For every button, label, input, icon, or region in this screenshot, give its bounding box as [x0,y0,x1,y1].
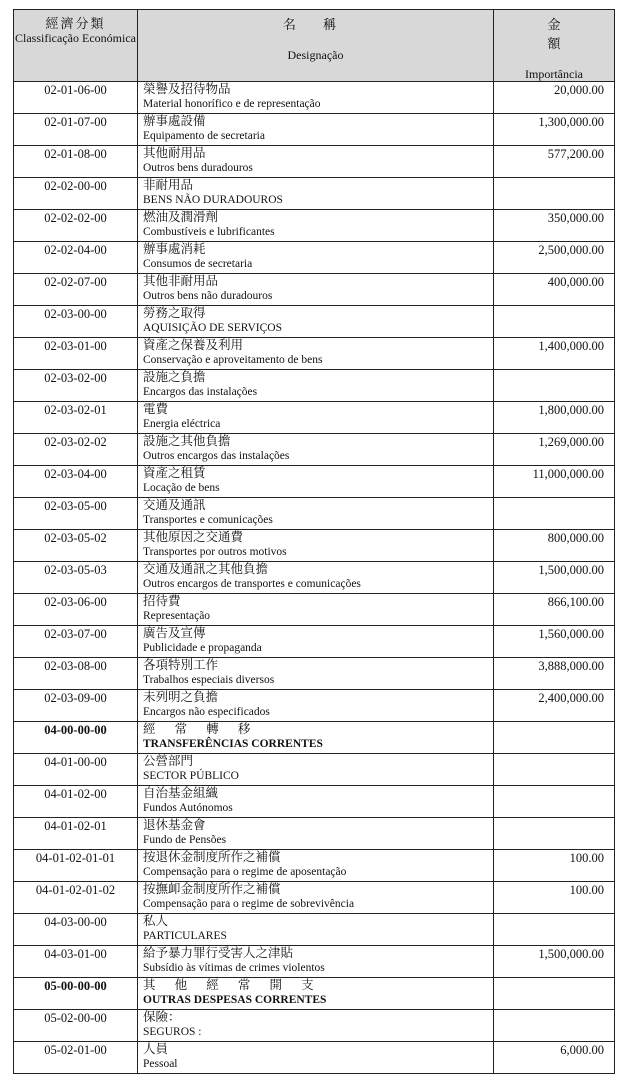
row-amount [494,306,615,338]
table-row [14,882,615,914]
row-amount [494,786,615,818]
row-amount: 1,500,000.00 [494,946,615,978]
row-designation [138,370,494,402]
row-designation [138,466,494,498]
table-row [14,498,615,530]
table-row [14,626,615,658]
row-designation-zh: 其他非耐用品 [143,274,219,288]
table-row [14,914,615,946]
row-code: 02-03-05-03 [14,562,138,594]
row-designation-zh: 辦事處設備 [143,114,206,128]
row-code: 02-02-07-00 [14,274,138,306]
row-code: 02-03-02-00 [14,370,138,402]
row-amount [494,914,615,946]
row-code: 02-01-08-00 [14,146,138,178]
row-code: 02-03-02-02 [14,434,138,466]
row-designation-pt: SEGUROS : [143,1026,202,1038]
row-designation-pt: Locação de bens [143,482,220,494]
row-code: 05-02-01-00 [14,1042,138,1074]
row-designation [138,306,494,338]
row-amount [494,722,615,754]
row-designation-pt: OUTRAS DESPESAS CORRENTES [143,994,327,1006]
row-designation-pt: Representação [143,610,211,622]
row-designation [138,882,494,914]
row-amount: 1,500,000.00 [494,562,615,594]
row-amount: 866,100.00 [494,594,615,626]
row-designation-pt: Transportes e comunicações [143,514,273,526]
row-amount [494,978,615,1010]
row-designation [138,562,494,594]
table-row [14,242,615,274]
table-row [14,338,615,370]
row-designation-zh: 資產之租賃 [143,466,206,480]
row-amount: 1,300,000.00 [494,114,615,146]
table-row [14,82,615,114]
row-designation-pt: Subsídio às vítimas de crimes violentos [143,962,325,974]
row-designation [138,1042,494,1074]
row-designation-pt: TRANSFERÊNCIAS CORRENTES [143,738,323,750]
row-amount: 20,000.00 [494,82,615,114]
row-designation-zh: 電費 [143,402,169,416]
table-row [14,210,615,242]
row-code: 02-03-08-00 [14,658,138,690]
header-amount-zh: 金 額 [547,17,591,51]
table-row [14,178,615,210]
row-designation-zh: 公營部門 [143,754,194,768]
table-row [14,530,615,562]
table-body [14,82,615,1074]
row-code: 02-03-09-00 [14,690,138,722]
row-designation-pt: Encargos não especificados [143,706,270,718]
table-row [14,722,615,754]
row-designation [138,242,494,274]
row-designation-zh: 廣告及宣傳 [143,626,206,640]
table-row [14,274,615,306]
table-row [14,946,615,978]
row-designation-zh: 非耐用品 [143,178,194,192]
row-designation-pt: Combustíveis e lubrificantes [143,226,275,238]
row-designation-zh: 交通及通訊 [143,498,206,512]
row-amount: 11,000,000.00 [494,466,615,498]
row-designation [138,114,494,146]
row-designation-pt: Consumos de secretaria [143,258,253,270]
row-code: 05-02-00-00 [14,1010,138,1042]
row-amount: 100.00 [494,850,615,882]
row-designation-pt: Fundos Autónomos [143,802,233,814]
row-designation [138,530,494,562]
row-designation [138,690,494,722]
row-code: 02-03-07-00 [14,626,138,658]
row-designation-pt: Energia eléctrica [143,418,221,430]
table-row [14,370,615,402]
row-designation-zh: 私人 [143,914,169,928]
row-code: 02-01-07-00 [14,114,138,146]
table-row [14,466,615,498]
table-row [14,306,615,338]
table-row [14,434,615,466]
row-designation-zh: 退休基金會 [143,818,206,832]
row-amount: 3,888,000.00 [494,658,615,690]
header-classification [14,10,138,82]
row-designation-pt: Publicidade e propaganda [143,642,262,654]
row-designation-zh: 招待費 [143,594,181,608]
table-header-row [14,10,615,82]
row-amount: 577,200.00 [494,146,615,178]
row-designation-zh: 辦事處消耗 [143,242,206,256]
row-designation [138,338,494,370]
table-row [14,786,615,818]
row-designation-pt: Trabalhos especiais diversos [143,674,275,686]
header-classification-zh: 經濟分類 [45,16,106,31]
row-designation-pt: Outros bens não duradouros [143,290,273,302]
row-amount [494,370,615,402]
table-row [14,562,615,594]
table-row [14,754,615,786]
row-amount: 2,500,000.00 [494,242,615,274]
row-amount: 100.00 [494,882,615,914]
header-designation [138,10,494,82]
row-designation [138,722,494,754]
table-row [14,146,615,178]
row-amount [494,178,615,210]
row-designation-zh: 設施之負擔 [143,370,206,384]
row-designation [138,82,494,114]
row-code: 02-03-05-00 [14,498,138,530]
row-code: 04-01-02-01-01 [14,850,138,882]
table-row [14,114,615,146]
row-designation-pt: AQUISIÇÃO DE SERVIÇOS [143,322,283,334]
row-amount [494,754,615,786]
row-designation-zh: 未列明之負擔 [143,690,219,704]
table-row [14,1010,615,1042]
row-designation-pt: Compensação para o regime de aposentação [143,866,347,878]
row-code: 04-00-00-00 [14,722,138,754]
row-code: 02-03-01-00 [14,338,138,370]
row-code: 02-03-04-00 [14,466,138,498]
row-designation-pt: Outros encargos das instalações [143,450,290,462]
row-amount: 350,000.00 [494,210,615,242]
row-code: 02-03-06-00 [14,594,138,626]
row-amount: 1,560,000.00 [494,626,615,658]
row-designation-zh: 其 他 經 常 開 支 [143,978,322,992]
row-designation [138,498,494,530]
row-designation [138,946,494,978]
table-row [14,818,615,850]
row-code: 02-03-05-02 [14,530,138,562]
row-designation-zh: 交通及通訊之其他負擔 [143,562,269,576]
row-designation-pt: Equipamento de secretaria [143,130,265,142]
row-amount: 6,000.00 [494,1042,615,1074]
budget-table-sheet [13,9,614,1074]
row-designation [138,754,494,786]
row-designation [138,818,494,850]
row-designation-zh: 按退休金制度所作之補償 [143,850,281,864]
row-designation-zh: 其他原因之交通費 [143,530,244,544]
row-designation-pt: Fundo de Pensões [143,834,227,846]
row-designation-zh: 按撫卹金制度所作之補償 [143,882,281,896]
row-code: 04-03-00-00 [14,914,138,946]
header-amount-pt: Importância [525,67,583,81]
row-designation [138,786,494,818]
table-row [14,1042,615,1074]
row-amount: 1,400,000.00 [494,338,615,370]
row-code: 02-03-00-00 [14,306,138,338]
row-code: 04-01-02-00 [14,786,138,818]
row-designation-zh: 人員 [143,1042,169,1056]
row-designation-zh: 燃油及潤滑劑 [143,210,219,224]
row-designation-zh: 經 常 轉 移 [143,722,259,736]
row-designation-pt: PARTICULARES [143,930,227,942]
row-designation-pt: Conservação e aproveitamento de bens [143,354,323,366]
row-designation-zh: 勞務之取得 [143,306,206,320]
header-designation-pt: Designação [287,48,344,62]
row-designation [138,626,494,658]
row-designation-zh: 設施之其他負擔 [143,434,231,448]
row-designation [138,1010,494,1042]
row-designation-pt: Material honorífico e de representação [143,98,321,110]
table-row [14,402,615,434]
row-designation-zh: 給予暴力罪行受害人之津貼 [143,946,294,960]
row-designation-pt: Pessoal [143,1058,178,1070]
row-designation [138,594,494,626]
row-designation-zh: 自治基金組織 [143,786,219,800]
row-designation-pt: SECTOR PÚBLICO [143,770,239,782]
row-designation-zh: 資產之保養及利用 [143,338,244,352]
row-designation [138,978,494,1010]
row-designation-pt: Encargos das instalações [143,386,258,398]
row-designation-zh: 各項特別工作 [143,658,219,672]
row-code: 02-02-02-00 [14,210,138,242]
header-designation-zh: 名 稱 [282,17,349,32]
row-designation [138,146,494,178]
table-row [14,690,615,722]
header-classification-pt: Classificação Económica [15,31,136,45]
row-designation [138,434,494,466]
row-amount [494,818,615,850]
row-amount: 1,269,000.00 [494,434,615,466]
row-designation-zh: 保險： [143,1010,181,1024]
row-designation [138,274,494,306]
row-designation [138,210,494,242]
row-code: 02-02-04-00 [14,242,138,274]
row-code: 02-02-00-00 [14,178,138,210]
row-designation-zh: 榮譽及招待物品 [143,82,231,96]
row-code: 04-01-00-00 [14,754,138,786]
row-code: 04-01-02-01-02 [14,882,138,914]
row-designation-pt: Compensação para o regime de sobrevivência [143,898,355,910]
row-designation [138,658,494,690]
row-code: 04-01-02-01 [14,818,138,850]
header-amount [494,10,615,82]
row-designation [138,850,494,882]
row-code: 02-01-06-00 [14,82,138,114]
row-designation-pt: Transportes por outros motivos [143,546,287,558]
row-amount [494,1010,615,1042]
row-designation-zh: 其他耐用品 [143,146,206,160]
row-designation [138,914,494,946]
row-designation-pt: BENS NÃO DURADOUROS [143,194,283,206]
table-row [14,978,615,1010]
row-code: 05-00-00-00 [14,978,138,1010]
row-designation-pt: Outros bens duradouros [143,162,253,174]
row-designation-pt: Outros encargos de transportes e comunicações [143,578,361,590]
table-row [14,850,615,882]
table-row [14,658,615,690]
row-designation [138,402,494,434]
row-designation [138,178,494,210]
budget-table [13,9,615,1074]
row-code: 04-03-01-00 [14,946,138,978]
row-code: 02-03-02-01 [14,402,138,434]
row-amount: 800,000.00 [494,530,615,562]
row-amount [494,498,615,530]
row-amount: 2,400,000.00 [494,690,615,722]
row-amount: 400,000.00 [494,274,615,306]
table-row [14,594,615,626]
row-amount: 1,800,000.00 [494,402,615,434]
